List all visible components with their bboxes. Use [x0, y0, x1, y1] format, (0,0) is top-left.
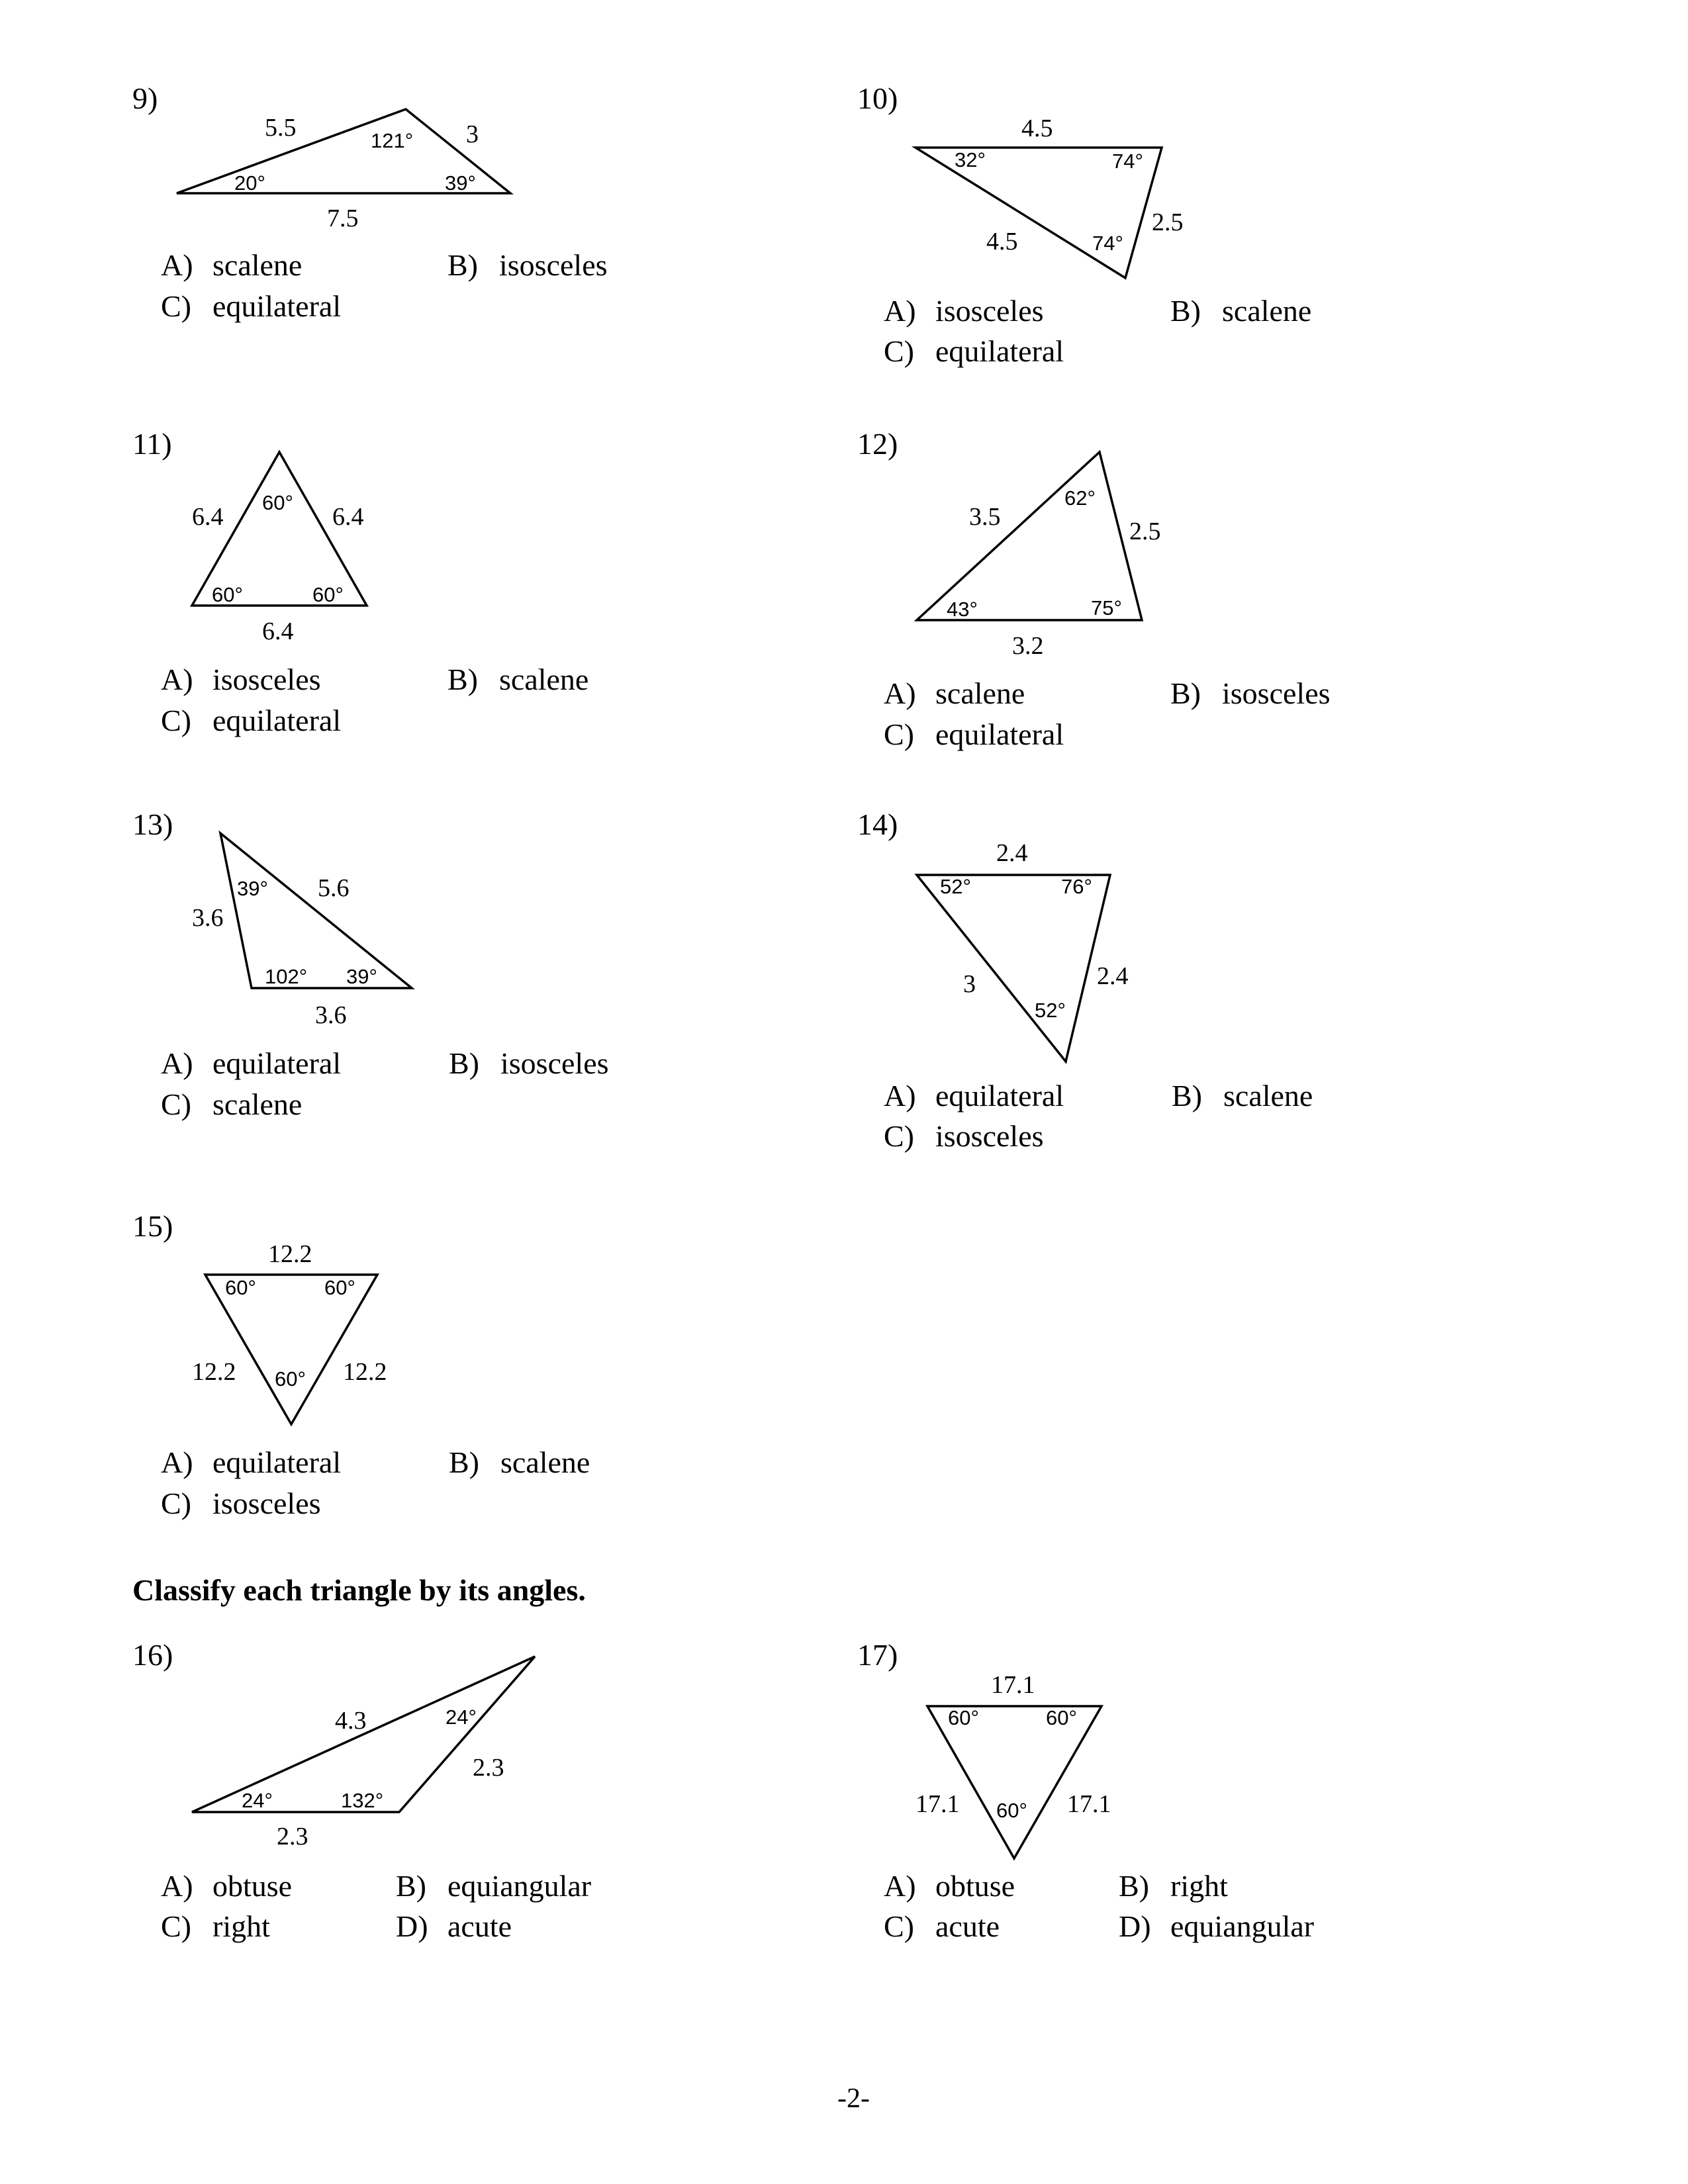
- angle-label: 60°: [996, 1799, 1027, 1822]
- side-label: 2.3: [473, 1754, 504, 1782]
- angle-label: 62°: [1064, 486, 1096, 510]
- choice-d[interactable]: D) equiangular: [1119, 1909, 1315, 1943]
- side-label: 2.5: [1152, 208, 1184, 236]
- problem-11-number: 11): [132, 427, 172, 461]
- side-label: 3.2: [1012, 632, 1044, 660]
- side-label: 5.5: [265, 114, 297, 142]
- choice-c[interactable]: C) isosceles: [884, 1119, 1044, 1153]
- angle-label: 76°: [1061, 875, 1092, 898]
- angle-label: 20°: [234, 171, 265, 195]
- problem-12-number: 12): [857, 427, 898, 461]
- choice-b[interactable]: B) scalene: [449, 1445, 590, 1479]
- choice-a[interactable]: A) equilateral: [884, 1079, 1064, 1113]
- side-label: 5.6: [318, 874, 350, 902]
- choice-c[interactable]: C) right: [161, 1909, 270, 1943]
- problem-17-number: 17): [857, 1638, 898, 1672]
- problem-13-number: 13): [132, 807, 173, 841]
- choice-a[interactable]: A) scalene: [884, 676, 1025, 710]
- angle-label: 74°: [1092, 232, 1123, 255]
- angle-label: 60°: [262, 491, 293, 514]
- problem-16-number: 16): [132, 1638, 173, 1672]
- side-label: 17.1: [915, 1790, 960, 1818]
- angle-label: 60°: [324, 1276, 355, 1299]
- choice-b[interactable]: B) equiangular: [396, 1869, 592, 1903]
- side-label: 12.2: [192, 1358, 236, 1386]
- choice-b[interactable]: B) isosceles: [449, 1046, 609, 1080]
- angle-label: 60°: [212, 583, 243, 606]
- side-label: 12.2: [268, 1240, 312, 1268]
- side-label: 6.4: [262, 617, 294, 645]
- side-label: 17.1: [991, 1671, 1035, 1699]
- choice-b[interactable]: B) isosceles: [1170, 676, 1331, 710]
- choice-c[interactable]: C) equilateral: [884, 334, 1064, 368]
- angle-label: 39°: [445, 171, 476, 195]
- problem-14-number: 14): [857, 807, 898, 841]
- choice-c[interactable]: C) isosceles: [161, 1486, 321, 1520]
- side-label: 4.5: [986, 228, 1018, 255]
- angle-label: 43°: [947, 598, 978, 621]
- side-label: 3: [466, 120, 479, 148]
- side-label: 4.3: [335, 1707, 367, 1735]
- problem-15-number: 15): [132, 1209, 173, 1243]
- side-label: 2.4: [996, 839, 1028, 867]
- side-label: 3.5: [969, 503, 1001, 531]
- side-label: 3.6: [315, 1001, 347, 1029]
- choice-c[interactable]: C) equilateral: [161, 289, 342, 323]
- choice-a[interactable]: A) scalene: [161, 248, 303, 282]
- choice-c[interactable]: C) equilateral: [161, 704, 342, 737]
- side-label: 6.4: [332, 503, 364, 531]
- angle-label: 24°: [445, 1706, 477, 1729]
- angle-label: 39°: [346, 965, 377, 988]
- choice-c[interactable]: C) scalene: [161, 1087, 303, 1121]
- side-label: 3: [963, 970, 976, 998]
- angle-label: 74°: [1112, 150, 1143, 173]
- angle-label: 24°: [242, 1789, 273, 1812]
- angle-label: 75°: [1091, 596, 1122, 619]
- side-label: 2.4: [1097, 962, 1129, 990]
- angle-label: 39°: [237, 877, 268, 900]
- choice-b[interactable]: B) scalene: [1172, 1079, 1313, 1113]
- side-label: 17.1: [1067, 1790, 1111, 1818]
- angle-label: 102°: [265, 965, 308, 988]
- choice-b[interactable]: B) scalene: [447, 662, 589, 696]
- choice-a[interactable]: A) isosceles: [161, 662, 321, 696]
- choice-d[interactable]: D) acute: [396, 1909, 512, 1943]
- problem-9-number: 9): [132, 81, 158, 115]
- side-label: 2.3: [277, 1823, 308, 1850]
- page-number: -2-: [837, 2083, 870, 2114]
- angle-label: 132°: [341, 1789, 384, 1812]
- side-label: 12.2: [343, 1358, 387, 1386]
- side-label: 2.5: [1129, 518, 1161, 545]
- choice-c[interactable]: C) equilateral: [884, 717, 1064, 751]
- choice-a[interactable]: A) equilateral: [161, 1046, 342, 1080]
- angle-label: 60°: [312, 583, 344, 606]
- choice-b[interactable]: B) isosceles: [447, 248, 608, 282]
- angle-label: 52°: [1035, 999, 1066, 1022]
- side-label: 4.5: [1021, 114, 1053, 142]
- choice-a[interactable]: A) isosceles: [884, 294, 1044, 328]
- angle-label: 60°: [275, 1367, 306, 1390]
- angle-label: 60°: [1046, 1706, 1077, 1729]
- angle-label: 60°: [948, 1706, 979, 1729]
- angle-label: 121°: [371, 129, 414, 152]
- choice-c[interactable]: C) acute: [884, 1909, 1000, 1943]
- side-label: 7.5: [327, 205, 359, 232]
- choice-a[interactable]: A) equilateral: [161, 1445, 342, 1479]
- choice-a[interactable]: A) obtuse: [161, 1869, 293, 1903]
- side-label: 3.6: [192, 904, 224, 932]
- problem-10-number: 10): [857, 81, 898, 115]
- choice-b[interactable]: B) scalene: [1170, 294, 1312, 328]
- choice-b[interactable]: B) right: [1119, 1869, 1228, 1903]
- angle-label: 60°: [225, 1276, 256, 1299]
- side-label: 6.4: [192, 503, 224, 531]
- angle-label: 32°: [955, 148, 986, 171]
- choice-a[interactable]: A) obtuse: [884, 1869, 1015, 1903]
- section-heading: Classify each triangle by its angles.: [132, 1573, 586, 1607]
- angle-label: 52°: [940, 875, 971, 898]
